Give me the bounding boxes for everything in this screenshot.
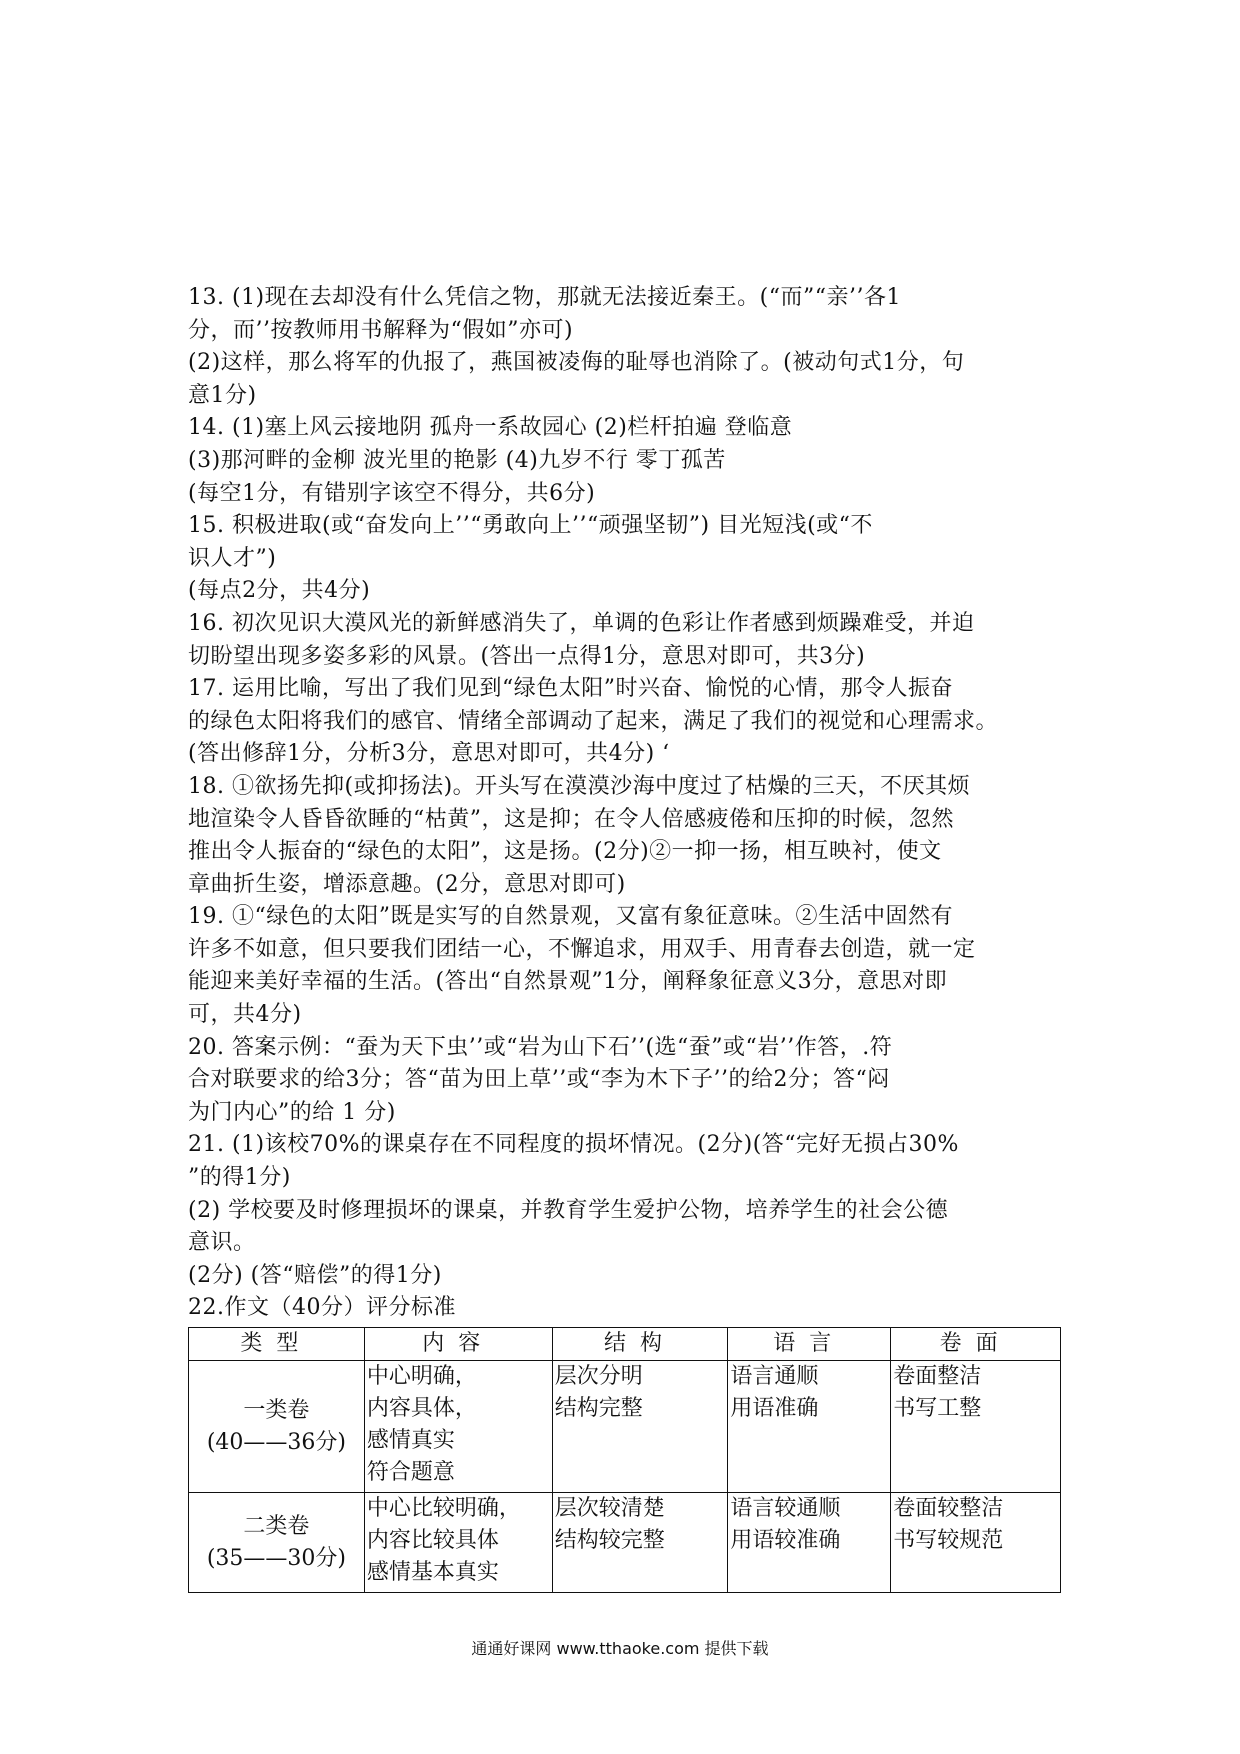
- grade-type-cell: [189, 1361, 365, 1493]
- answer-line: 合对联要求的给3分；答“苗为田上草’’或“李为木下子’’的给2分；答“闷: [188, 1067, 890, 1093]
- content-cell: [364, 1361, 552, 1493]
- answer-line: (2分) (答“赔偿”的得1分): [188, 1262, 442, 1288]
- answer-line: (答出修辞1分，分析3分，意思对即可，共4分) ‘: [188, 741, 670, 767]
- answer-line: 地渲染令人昏昏欲睡的“枯黄”，这是抑；在令人倍感疲倦和压抑的时候，忽然: [188, 806, 954, 832]
- cell-line: 中心明确，: [366, 1364, 477, 1389]
- answer-line: 16. 初次见识大漠风光的新鲜感消失了，单调的色彩让作者感到烦躁难受，并迫: [188, 610, 975, 636]
- cell-line: 感情基本真实: [366, 1560, 499, 1585]
- cell-line: 卷面较整洁: [893, 1496, 1004, 1521]
- structure-cell: [552, 1361, 728, 1493]
- cell-line: 书写工整: [893, 1396, 982, 1421]
- answer-line: 能迎来美好幸福的生活。(答出“自然景观”1分，阐释象征意义3分，意思对即: [188, 969, 948, 995]
- grade-range: (40——36分): [206, 1429, 346, 1455]
- header-content: 内容: [364, 1328, 552, 1361]
- grade-name: 二类卷: [243, 1513, 310, 1539]
- answer-line: 15. 积极进取(或“奋发向上’’“勇敢向上’’“顽强坚韧”) 目光短浅(或“不: [188, 513, 873, 539]
- language-cell: [728, 1361, 891, 1493]
- answer-line: 意1分): [188, 382, 257, 408]
- scoring-rubric-table: [188, 1327, 1061, 1593]
- answer-line: 的绿色太阳将我们的感官、情绪全部调动了起来，满足了我们的视觉和心理需求。: [188, 708, 999, 734]
- answer-line: ”的得1分): [188, 1165, 291, 1191]
- answer-line: 意识。: [188, 1230, 256, 1256]
- answer-line: 为门内心”的给 1 分): [188, 1099, 396, 1125]
- answer-line: 21. (1)该校70%的课桌存在不同程度的损坏情况。(2分)(答“完好无损占30%: [188, 1132, 959, 1158]
- answer-line: (每空1分，有错别字该空不得分，共6分): [188, 480, 596, 506]
- answer-line: 17. 运用比喻，写出了我们见到“绿色太阳”时兴奋、愉悦的心情，那令人振奋: [188, 676, 953, 702]
- answer-line: 推出令人振奋的“绿色的太阳”，这是扬。(2分)②一抑一扬，相互映衬，使文: [188, 839, 942, 865]
- layout-cell: [891, 1361, 1061, 1493]
- grade-name: 一类卷: [243, 1397, 310, 1423]
- table-row: [189, 1493, 1061, 1593]
- answer-line: 20. 答案示例：“蚕为天下虫’’或“岩为山下石’’(选“蚕”或“岩’’作答，.符: [188, 1034, 893, 1060]
- cell-line: 语言通顺: [730, 1364, 819, 1389]
- cell-line: 层次分明: [554, 1364, 643, 1389]
- grade-type-cell: [189, 1493, 365, 1593]
- answer-line: 可，共4分): [188, 1002, 302, 1028]
- answer-line: 章曲折生姿，增添意趣。(2分，意思对即可): [188, 871, 626, 897]
- cell-line: 感情真实: [366, 1428, 455, 1453]
- answer-key: [188, 282, 1063, 1593]
- answer-line: 19. ①“绿色的太阳”既是实写的自然景观，又富有象征意味。②生活中固然有: [188, 904, 953, 930]
- answer-line: (每点2分，共4分): [188, 578, 371, 604]
- table-row: [189, 1361, 1061, 1493]
- header-type: 类型: [189, 1328, 365, 1361]
- header-layout: 卷面: [891, 1328, 1061, 1361]
- cell-line: 语言较通顺: [730, 1496, 841, 1521]
- rubric-title: 22.作文（40分）评分标准: [188, 1295, 456, 1321]
- header-language: 语言: [728, 1328, 891, 1361]
- answer-line: 识人才”): [188, 545, 277, 571]
- answer-line: 分，而’’按教师用书解释为“假如”亦可): [188, 317, 574, 343]
- language-cell: [728, 1493, 891, 1593]
- cell-line: 结构较完整: [554, 1528, 665, 1553]
- cell-line: 用语较准确: [730, 1528, 841, 1553]
- content-cell: [364, 1493, 552, 1593]
- answer-line: 14. (1)塞上风云接地阴 孤舟一系故园心 (2)栏杆拍遍 登临意: [188, 415, 793, 441]
- answer-line: 切盼望出现多姿多彩的风景。(答出一点得1分，意思对即可，共3分): [188, 643, 866, 669]
- answer-line: (3)那河畔的金柳 波光里的艳影 (4)九岁不行 零丁孤苦: [188, 447, 726, 473]
- answer-line: 13. (1)现在去却没有什么凭信之物，那就无法接近秦王。(“而”“亲’’各1: [188, 285, 901, 310]
- answer-line: 许多不如意，但只要我们团结一心，不懈追求，用双手、用青春去创造，就一定: [188, 936, 976, 962]
- table-header-row: [189, 1328, 1061, 1361]
- structure-cell: [552, 1493, 728, 1593]
- cell-line: 内容比较具体: [366, 1528, 499, 1553]
- answer-line: 18. ①欲扬先抑(或抑扬法)。开头写在漠漠沙海中度过了枯燥的三天，不厌其烦: [188, 773, 971, 799]
- cell-line: 内容具体，: [366, 1396, 477, 1421]
- answer-line: (2)这样，那么将军的仇报了，燕国被凌侮的耻辱也消除了。(被动句式1分，句: [188, 350, 965, 376]
- cell-line: 用语准确: [730, 1396, 819, 1421]
- cell-line: 结构完整: [554, 1396, 643, 1421]
- grade-range: (35——30分): [206, 1545, 346, 1571]
- layout-cell: [891, 1493, 1061, 1593]
- answer-line: (2) 学校要及时修理损坏的课桌，并教育学生爱护公物，培养学生的社会公德: [188, 1197, 949, 1223]
- cell-line: 书写较规范: [893, 1528, 1004, 1553]
- cell-line: 中心比较明确，: [366, 1496, 521, 1521]
- cell-line: 卷面整洁: [893, 1364, 982, 1389]
- answer-lines: [188, 282, 1063, 1325]
- header-structure: 结构: [552, 1328, 728, 1361]
- cell-line: 符合题意: [366, 1460, 455, 1485]
- cell-line: 层次较清楚: [554, 1496, 665, 1521]
- download-footer: 通通好课网 www.tthaoke.com 提供下载: [471, 1639, 769, 1658]
